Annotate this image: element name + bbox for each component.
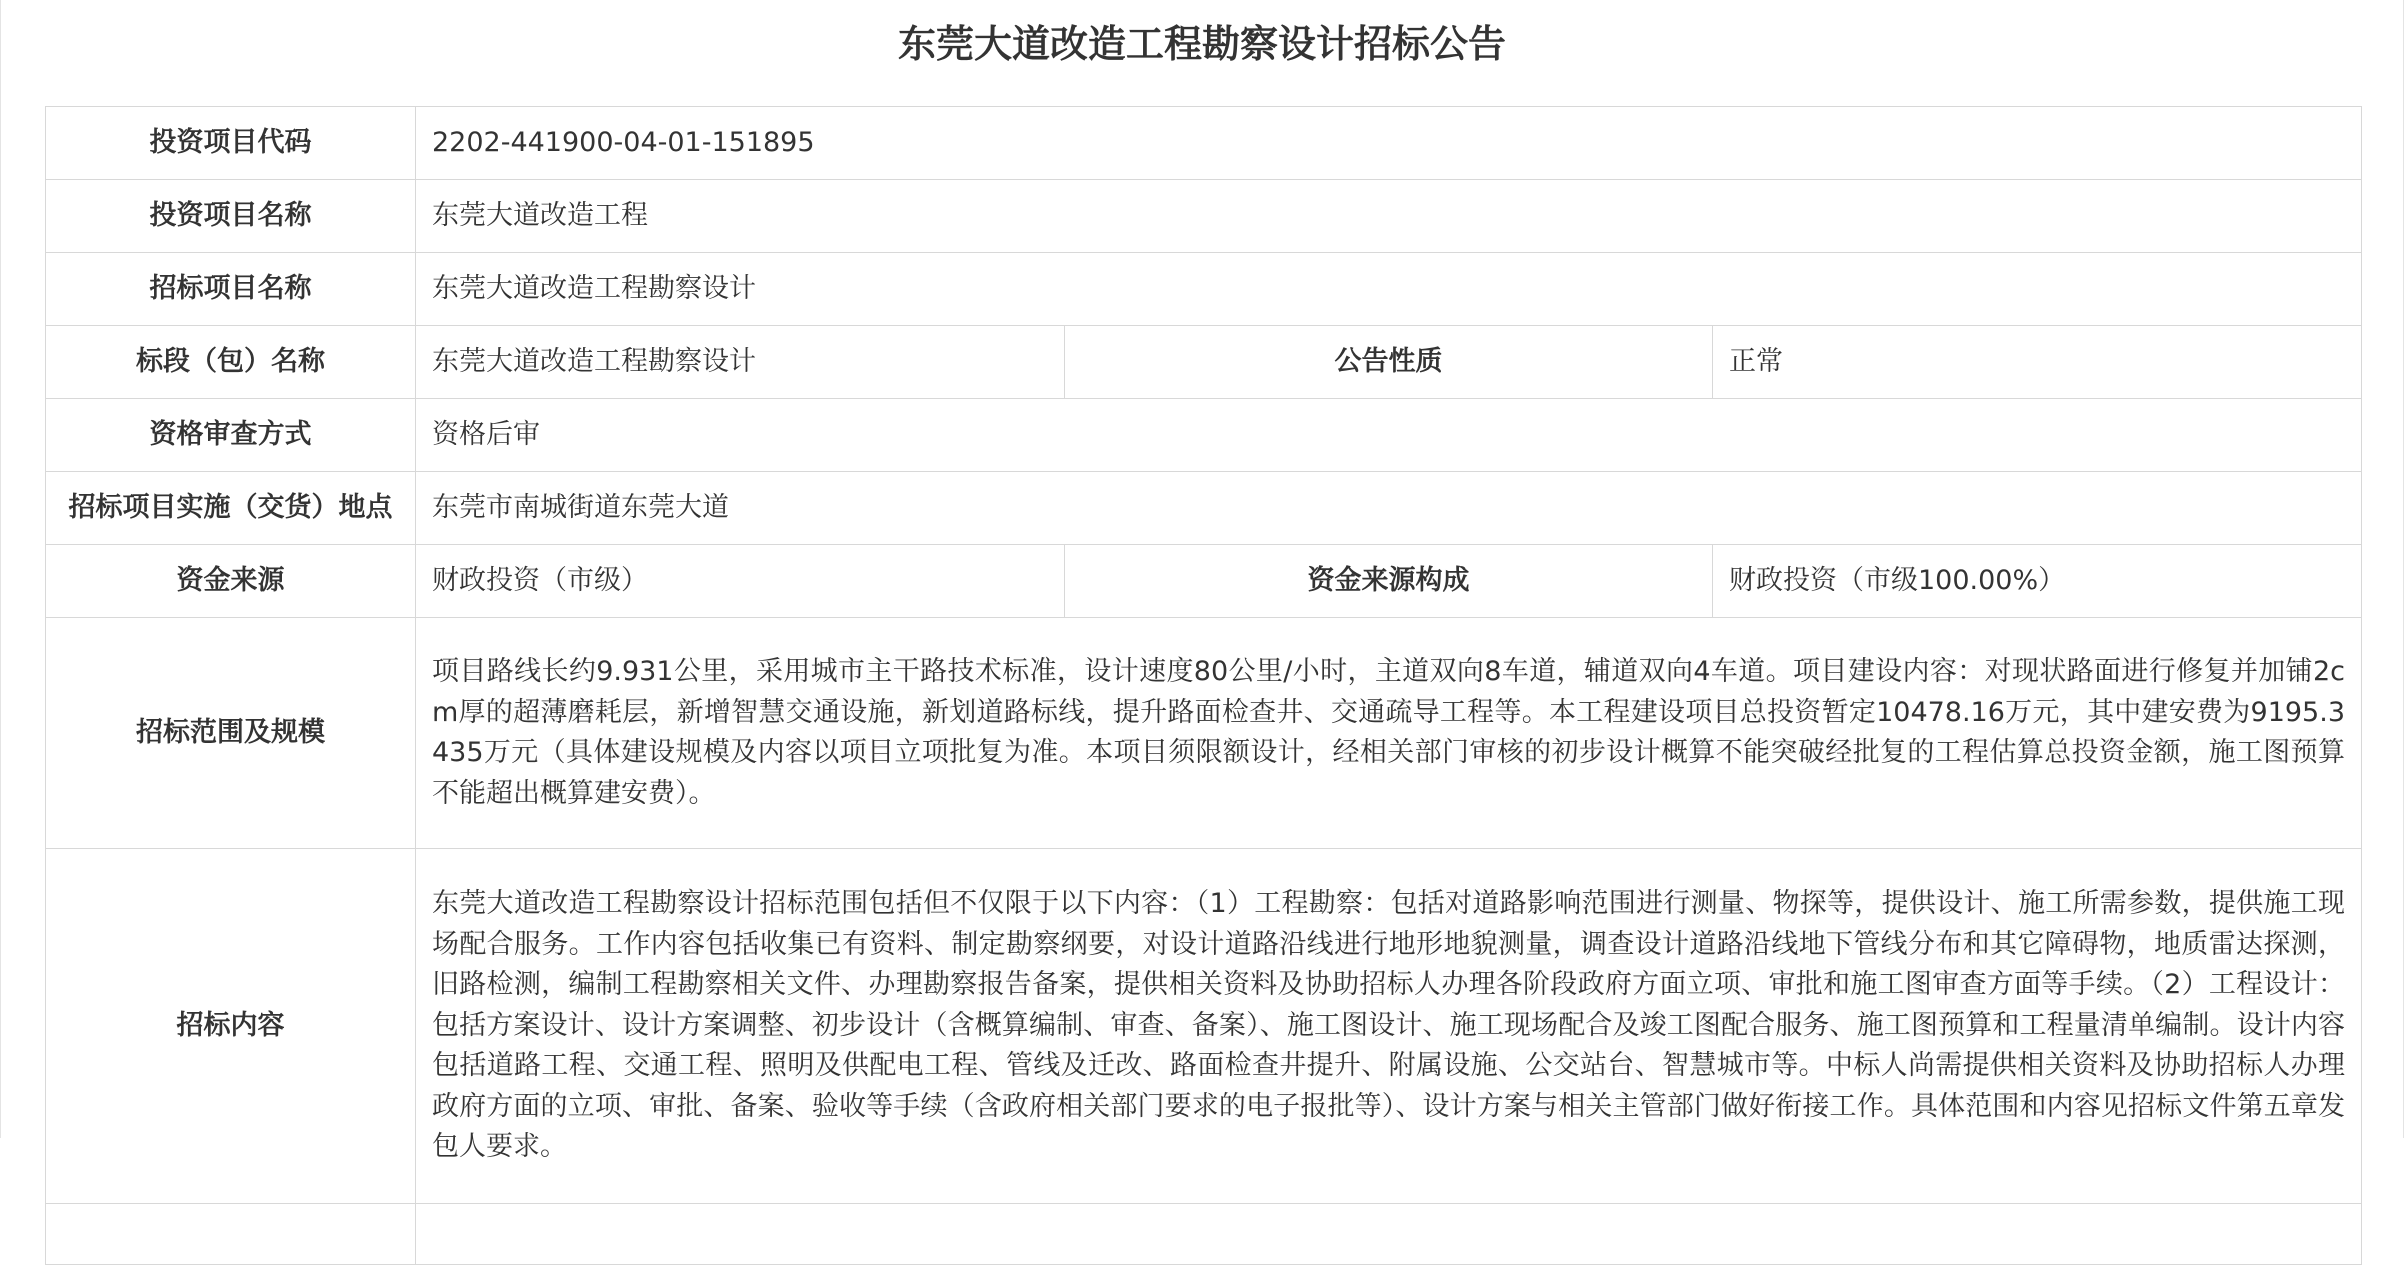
funding-source-value: 财政投资（市级） bbox=[416, 545, 1065, 618]
section-name-label: 标段（包）名称 bbox=[46, 326, 416, 399]
table-row bbox=[46, 180, 2362, 253]
project-name-label: 投资项目名称 bbox=[46, 180, 416, 253]
content-value: 东莞大道改造工程勘察设计招标范围包括但不仅限于以下内容：（1）工程勘察：包括对道路影响范围进行测量、物探等，提供设计、施工所需参数，提供施工现场配合服务。工作内容包括收集已有资料、制定勘察纲要，对设计道路沿线进行地形地貌测量，调查设计道路沿线地下管线分布和其它障碍物，地质雷达探测，旧路检测，编制工程勘察相关文件、办理勘察报告备案，提供相关资料及协助招标人办理各阶段政府方面立项、审批和施工图审查方面等手续。（2）工程设计：包括方案设计、设计方案调整、初步设计（含概算编制、审查、备案）、施工图设计、施工现场配合及竣工图配合服务、施工图预算和工程量清单编制。设计内容包括道路工程、交通工程、照明及供配电工程、管线及迁改、路面检查井提升、附属设施、公交站台、智慧城市等。中标人尚需提供相关资料及协助招标人办理政府方面的立项、审批、备案、验收等手续（含政府相关部门要求的电子报批等）、设计方案与相关主管部门做好衔接工作。具体范围和内容见招标文件第五章发包人要求。 bbox=[416, 849, 2362, 1204]
next-row-value bbox=[416, 1204, 2362, 1265]
next-row-label bbox=[46, 1204, 416, 1265]
project-name-value: 东莞大道改造工程 bbox=[416, 180, 2362, 253]
table-row bbox=[46, 618, 2362, 849]
funding-composition-value: 财政投资（市级100.00%） bbox=[1713, 545, 2362, 618]
qualification-label: 资格审查方式 bbox=[46, 399, 416, 472]
table-row bbox=[46, 326, 2362, 399]
table-row bbox=[46, 399, 2362, 472]
tender-name-value: 东莞大道改造工程勘察设计 bbox=[416, 253, 2362, 326]
notice-type-label: 公告性质 bbox=[1065, 326, 1713, 399]
funding-composition-label: 资金来源构成 bbox=[1065, 545, 1713, 618]
table-row bbox=[46, 1204, 2362, 1265]
page-title: 东莞大道改造工程勘察设计招标公告 bbox=[897, 22, 1506, 66]
notice-type-value: 正常 bbox=[1713, 326, 2362, 399]
table-row bbox=[46, 253, 2362, 326]
scope-value: 项目路线长约9.931公里，采用城市主干路技术标准，设计速度80公里/小时，主道双向8车道，辅道双向4车道。项目建设内容：对现状路面进行修复并加铺2cm厚的超薄磨耗层，新增智慧交通设施，新划道路标线，提升路面检查井、交通疏导工程等。本工程建设项目总投资暂定10478.16万元，其中建安费为9195.3435万元（具体建设规模及内容以项目立项批复为准。本项目须限额设计，经相关部门审核的初步设计概算不能突破经批复的工程估算总投资金额，施工图预算不能超出概算建安费）。 bbox=[416, 618, 2362, 849]
announcement-table bbox=[45, 106, 2362, 1265]
funding-source-label: 资金来源 bbox=[46, 545, 416, 618]
table-row bbox=[46, 545, 2362, 618]
table-row bbox=[46, 107, 2362, 180]
content-label: 招标内容 bbox=[46, 849, 416, 1204]
tender-name-label: 招标项目名称 bbox=[46, 253, 416, 326]
section-name-value: 东莞大道改造工程勘察设计 bbox=[416, 326, 1065, 399]
qualification-value: 资格后审 bbox=[416, 399, 2362, 472]
location-label: 招标项目实施（交货）地点 bbox=[46, 472, 416, 545]
table-row bbox=[46, 849, 2362, 1204]
project-code-value: 2202-441900-04-01-151895 bbox=[416, 107, 2362, 180]
table-row bbox=[46, 472, 2362, 545]
project-code-label: 投资项目代码 bbox=[46, 107, 416, 180]
location-value: 东莞市南城街道东莞大道 bbox=[416, 472, 2362, 545]
scope-label: 招标范围及规模 bbox=[46, 618, 416, 849]
